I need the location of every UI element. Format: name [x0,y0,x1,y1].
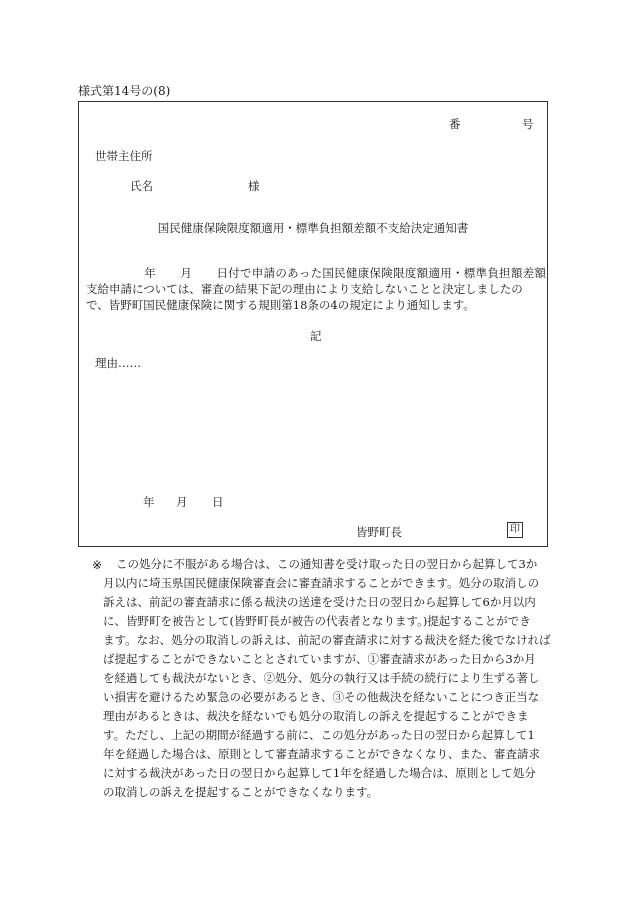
notice-line: す。ただし、上記の期間が経過する前に、この処分があった日の翌日から起算して1 [103,728,535,742]
issuer-label: 皆野町長 [356,525,402,539]
body-line-1 [86,265,546,281]
notice-line: ば提起することができないこととされていますが、①審査請求があった日から3か月 [103,652,536,666]
householder-address-label: 世帯主住所 [95,149,153,163]
notice-line: の取消しの訴えを提起することができなくなります。 [103,785,379,799]
honorific: 様 [248,179,260,193]
notice-frame [78,101,548,547]
body-line-2: 支給申請については、審査の結果下記の理由により支給しないことと決定しましたの [86,282,523,296]
seal-stamp: 印 [507,522,523,538]
document-number-label: 番 [449,117,461,131]
body-line-3: で、皆野町国民健康保険に関する規則第18条の4の規定により通知します。 [86,298,475,312]
form-number-label: 様式第14号の(8) [78,84,171,98]
name-label: 氏名 [130,179,153,193]
notice-line: い損害を避けるため緊急の必要があるとき、③その他裁決を経ないことにつき正当な [103,690,540,704]
body-month: 月 [180,266,193,280]
document-number-suffix: 号 [522,117,534,131]
notice-line: この処分に不服がある場合は、この通知書を受け取った日の翌日から起算して3か [116,557,538,571]
ki-heading: 記 [310,329,322,343]
body-year: 年 [144,266,157,280]
notice-mark: ※ [92,558,103,572]
notice-line: 理由があるときは、裁決を経ないでも処分の取消しの訴えを提起することができま [103,709,529,723]
notice-line: に対する裁決があった日の翌日から起算して1年を経過した場合は、原則として処分 [103,766,536,780]
notice-line: 月以内に埼玉県国民健康保険審査会に審査請求することができます。処分の取消しの [103,576,540,590]
document-title: 国民健康保険限度額適用・標準負担額差額不支給決定通知書 [157,221,469,235]
notice-line: ます。なお、処分の取消しの訴えは、前記の審査請求に対する裁決を経た後でなければ [103,633,551,647]
date-month: 月 [176,495,188,509]
notice-line: を経過しても裁決がないとき、②処分、処分の執行又は手続の続行により生ずる著し [103,671,540,685]
date-year: 年 [143,495,155,509]
body-line-1-text: 日付で申請のあった国民健康保険限度額適用・標準負担額差額 [216,266,547,280]
date-day: 日 [212,495,224,509]
reason-label: 理由…… [95,356,141,370]
notice-line: に、皆野町を被告として(皆野町長が被告の代表者となります。)提起することができ [103,614,531,628]
notice-line: 訴えは、前記の審査請求に係る裁決の送達を受けた日の翌日から起算して6か月以内 [103,595,536,609]
notice-line: 年を経過した場合は、原則として審査請求することができなくなり、また、審査請求 [103,747,540,761]
